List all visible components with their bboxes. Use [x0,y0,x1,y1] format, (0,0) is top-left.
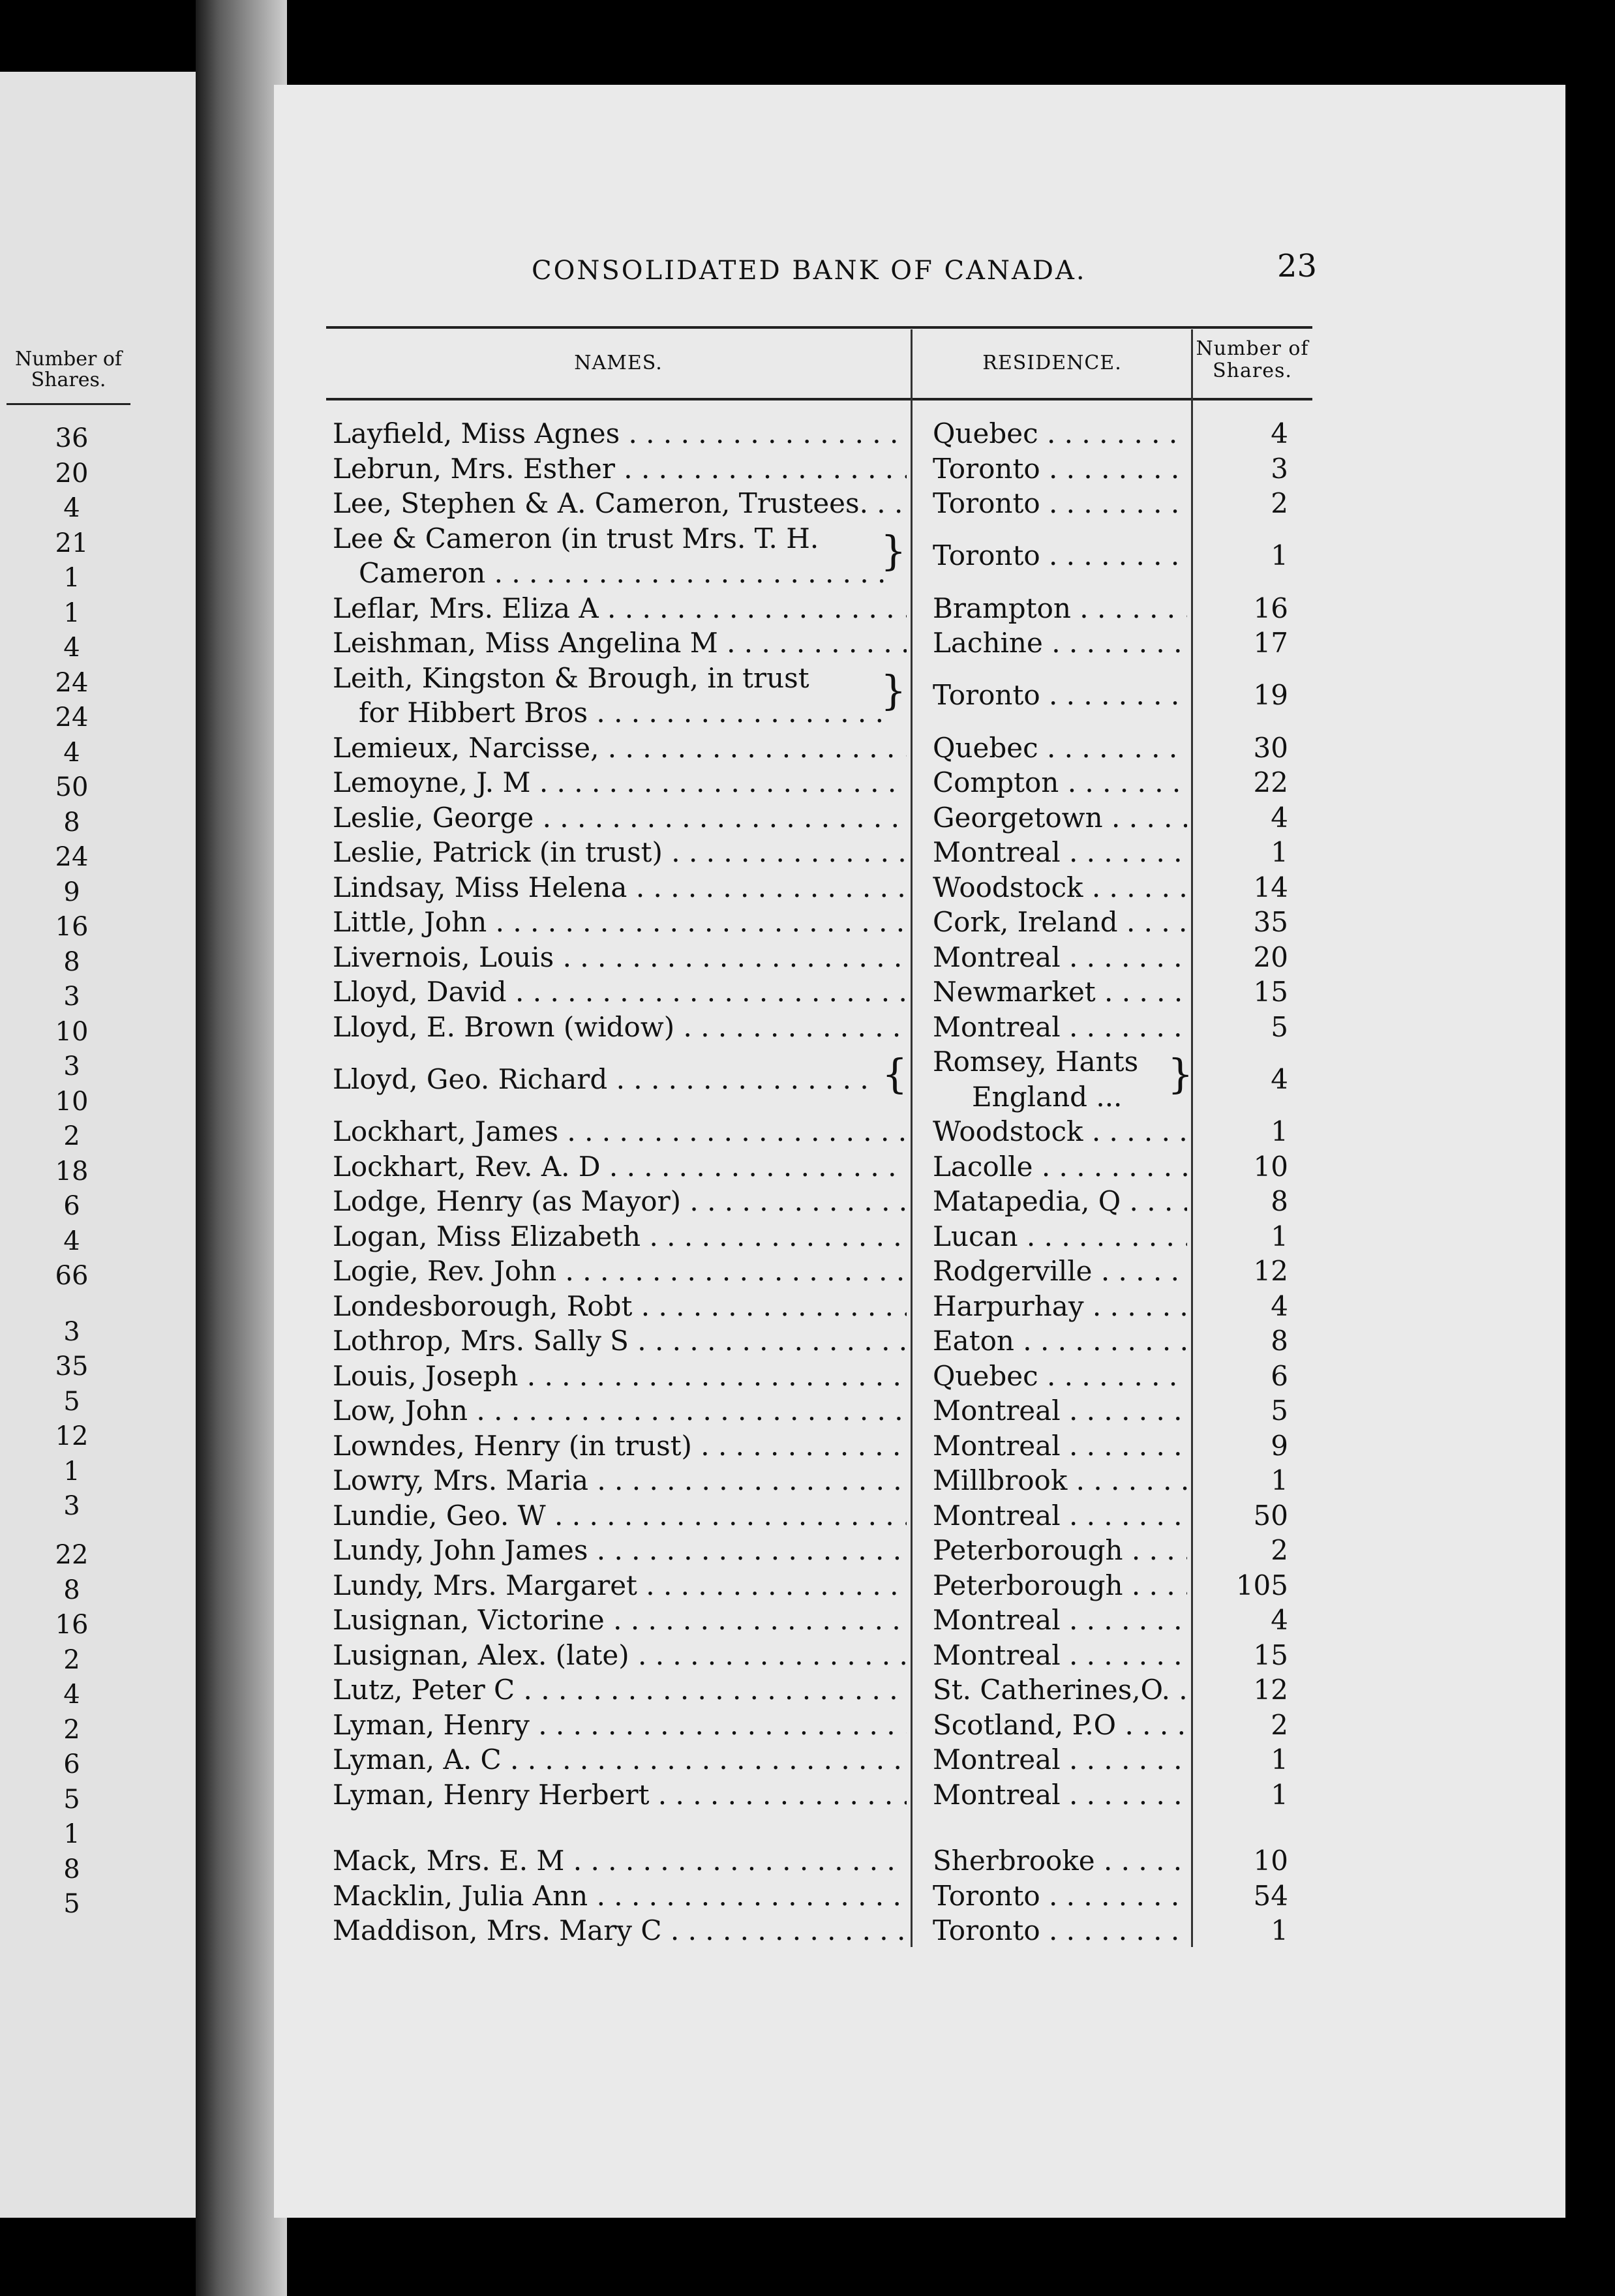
left-share-value: 6 [63,1749,80,1779]
shareholder-residence-continued: England ... [972,1080,1123,1113]
left-column-header: Number of Shares. [14,348,123,391]
shareholder-name: Lockhart, Rev. A. D . . . [333,1151,907,1183]
shareholder-shares: 1 [1271,1914,1288,1947]
left-share-value: 4 [63,1680,80,1710]
shareholder-residence: Georgetown . . . [933,802,1187,834]
shareholder-name: Leslie, Patrick (in trust) . . . [333,836,907,869]
shareholder-shares: 3 [1271,452,1288,485]
shareholder-name: Lockhart, James . . . [333,1115,907,1148]
shareholder-shares: 1 [1271,1778,1288,1811]
left-share-value: 8 [63,807,80,838]
shareholder-residence: Rodgerville . . . [933,1255,1187,1288]
shareholder-shares: 1 [1271,539,1288,572]
shareholder-shares: 8 [1271,1185,1288,1217]
shares-column-header: Number of Shares. [1196,337,1309,382]
shareholder-name: Mack, Mrs. E. M . . . [333,1845,907,1877]
shareholder-shares: 2 [1271,1534,1288,1566]
shareholder-shares: 14 [1253,871,1288,903]
shareholder-residence: Toronto . . . [933,453,1187,485]
left-share-value: 4 [63,493,80,523]
left-share-value: 1 [63,563,80,593]
shareholder-name: Lusignan, Victorine . . . [333,1604,907,1637]
shareholder-shares: 12 [1253,1674,1288,1706]
left-share-value: 8 [63,946,80,977]
shareholder-residence: Romsey, Hants [933,1046,1139,1078]
left-share-value: 12 [55,1421,89,1452]
shareholder-residence: Lacolle . . . [933,1151,1187,1183]
shareholder-residence: Montreal . . . [933,1430,1187,1462]
left-share-value: 16 [55,912,89,942]
shareholder-name: Lowndes, Henry (in trust) . . . [333,1430,907,1462]
shareholder-shares: 19 [1253,679,1288,712]
shareholder-shares: 6 [1271,1359,1288,1392]
top-rule [326,326,1312,329]
shareholder-shares: 8 [1271,1325,1288,1357]
left-share-value: 6 [63,1191,80,1221]
shareholder-residence: Montreal . . . [933,836,1187,869]
shareholder-name: Maddison, Mrs. Mary C . . . [333,1914,907,1947]
shareholder-shares: 10 [1253,1150,1288,1183]
shareholder-name: Logan, Miss Elizabeth . . . [333,1220,907,1253]
shareholder-name: Lundie, Geo. W . . . [333,1500,907,1532]
shareholder-shares: 35 [1253,906,1288,938]
shareholder-residence: Montreal . . . [933,1604,1187,1637]
shareholder-name: Leflar, Mrs. Eliza A . . . [333,592,907,625]
shareholder-shares: 2 [1271,487,1288,519]
left-share-value: 10 [55,1016,89,1047]
shareholder-residence: Toronto . . . [933,539,1187,572]
shareholder-residence: St. Catherines,O. . . . [933,1674,1187,1706]
shareholder-name: Lundy, John James . . . [333,1534,907,1567]
shareholder-name: Layfield, Miss Agnes . . . [333,417,907,450]
shareholder-shares: 9 [1271,1429,1288,1462]
left-share-value: 18 [55,1156,89,1186]
page-title: CONSOLIDATED BANK OF CANADA. [532,256,1087,286]
shareholder-residence: Millbrook . . . [933,1464,1187,1497]
shareholder-residence: Quebec . . . [933,732,1187,764]
left-share-value: 8 [63,1575,80,1605]
shareholder-residence: Cork, Ireland . . . [933,906,1187,939]
page-number: 23 [1277,248,1318,284]
shareholder-name: Lodge, Henry (as Mayor) . . . [333,1185,907,1218]
left-share-value: 4 [63,1226,80,1256]
shareholder-shares: 105 [1235,1569,1288,1601]
shareholder-residence: Quebec . . . [933,1360,1187,1393]
shareholder-name: Lutz, Peter C . . . [333,1674,907,1706]
shareholder-shares: 5 [1271,1395,1288,1427]
shareholder-residence: Lachine . . . [933,627,1187,659]
shareholder-residence: Toronto . . . [933,487,1187,520]
left-share-value: 10 [55,1086,89,1117]
left-share-value: 20 [55,458,89,489]
shareholder-shares: 12 [1253,1255,1288,1287]
shareholder-name: Lusignan, Alex. (late) . . . [333,1639,907,1672]
shareholder-residence: Toronto . . . [933,1914,1187,1947]
residence-brace-right: } [1168,1050,1194,1098]
shareholder-shares: 30 [1253,731,1288,764]
shareholder-shares: 4 [1271,801,1288,834]
shareholder-residence: Woodstock . . . [933,1115,1187,1148]
left-share-value: 3 [63,1051,80,1081]
left-share-value: 24 [55,842,89,872]
shareholder-residence: Montreal . . . [933,1639,1187,1672]
shareholder-name: Louis, Joseph . . . [333,1360,907,1393]
shareholder-shares: 4 [1271,1604,1288,1636]
shareholder-residence: Toronto . . . [933,679,1187,712]
name-brace: } [881,526,907,575]
shareholder-name: Leishman, Miss Angelina M . . . [333,627,907,659]
left-share-value: 50 [55,772,89,802]
shareholder-name: Lloyd, David . . . [333,976,907,1008]
left-share-value: 21 [55,528,89,558]
shareholder-residence: Peterborough . . . [933,1534,1187,1567]
shareholder-residence: Brampton . . . [933,592,1187,625]
left-header-rule [7,403,130,405]
shareholder-shares: 22 [1253,766,1288,798]
shareholder-shares: 10 [1253,1845,1288,1877]
shareholder-shares: 4 [1271,1063,1288,1095]
left-share-value: 16 [55,1610,89,1640]
binding-gutter [196,0,287,2296]
header-bottom-rule [326,398,1312,400]
shareholder-shares: 1 [1271,1464,1288,1496]
left-share-value: 1 [63,1819,80,1849]
left-share-value: 5 [63,1784,80,1815]
shareholder-shares: 20 [1253,941,1288,973]
shareholder-name: Lowry, Mrs. Maria . . . [333,1464,907,1497]
shareholder-residence: Montreal . . . [933,1779,1187,1811]
shareholder-name: Lemoyne, J. M . . . [333,766,907,799]
shareholder-shares: 1 [1271,1744,1288,1775]
shareholder-shares: 4 [1271,1290,1288,1322]
left-share-value: 3 [63,1491,80,1522]
shareholder-residence: Eaton . . . [933,1325,1187,1357]
shareholder-residence: Woodstock . . . [933,871,1187,904]
left-share-value: 4 [63,737,80,768]
shareholder-name: Lloyd, E. Brown (widow) . . . [333,1011,907,1044]
left-share-value: 2 [63,1644,80,1675]
shareholder-residence: Harpurhay . . . [933,1290,1187,1323]
shareholder-residence: Quebec . . . [933,417,1187,450]
shareholder-name: Lindsay, Miss Helena . . . [333,871,907,904]
shareholder-name: Lemieux, Narcisse, . . . [333,732,907,764]
shareholder-residence: Sherbrooke . . . [933,1845,1187,1877]
shareholder-name: Lyman, A. C . . . [333,1744,907,1776]
names-column-header: NAMES. [574,352,663,374]
shareholder-shares: 17 [1253,627,1288,659]
shareholder-residence: Matapedia, Q . . . [933,1185,1187,1218]
left-share-value: 8 [63,1854,80,1884]
shareholder-name: Lundy, Mrs. Margaret . . . [333,1569,907,1602]
shareholder-shares: 1 [1271,1220,1288,1252]
shareholder-name: Lyman, Henry Herbert . . . [333,1779,907,1811]
shareholder-residence: Newmarket . . . [933,976,1187,1008]
shareholder-shares: 16 [1253,592,1288,624]
shareholder-shares: 4 [1271,417,1288,449]
left-share-value: 24 [55,702,89,733]
left-share-value: 1 [63,1456,80,1487]
left-share-value: 3 [63,1316,80,1347]
left-share-value: 22 [55,1540,89,1570]
names-residence-divider [911,329,913,1947]
shareholder-name: Little, John . . . [333,906,907,939]
shareholder-shares: 54 [1253,1879,1288,1912]
left-share-value: 24 [55,667,89,698]
shareholder-name: Logie, Rev. John . . . [333,1255,907,1288]
shareholder-name: Lee & Cameron (in trust Mrs. T. H. [333,522,819,554]
left-share-value: 3 [63,982,80,1012]
shareholder-shares: 5 [1271,1010,1288,1043]
left-share-value: 1 [63,597,80,628]
residence-shares-divider [1191,329,1193,1947]
shareholder-shares: 50 [1253,1499,1288,1532]
shareholder-shares: 15 [1253,976,1288,1008]
residence-brace-left: { [882,1050,908,1098]
shareholder-residence: Montreal . . . [933,1011,1187,1044]
shareholder-residence: Montreal . . . [933,1395,1187,1427]
shareholder-name: Lloyd, Geo. Richard . . . [333,1063,874,1096]
shareholder-shares: 1 [1271,1115,1288,1147]
shareholder-name-continued: for Hibbert Bros . . . [359,697,887,729]
left-share-value: 2 [63,1121,80,1151]
shareholder-name: Lyman, Henry . . . [333,1709,907,1742]
left-share-value: 5 [63,1386,80,1417]
left-share-value: 9 [63,877,80,907]
shareholder-name: Low, John . . . [333,1395,907,1427]
shareholder-residence: Scotland, P.O . . . [933,1709,1187,1742]
residence-column-header: RESIDENCE. [982,352,1122,374]
left-share-value: 4 [63,633,80,663]
shareholder-name: Lebrun, Mrs. Esther . . . [333,453,907,485]
shareholder-name: Lothrop, Mrs. Sally S . . . [333,1325,907,1357]
shareholder-name: Lee, Stephen & A. Cameron, Trustees. . . . [333,487,907,520]
shareholder-residence: Lucan . . . [933,1220,1187,1253]
shareholder-name: Londesborough, Robt . . . [333,1290,907,1323]
left-share-value: 35 [55,1352,89,1382]
shareholder-shares: 2 [1271,1708,1288,1741]
shareholder-residence: Toronto . . . [933,1880,1187,1912]
shareholder-name: Livernois, Louis . . . [333,941,907,974]
shareholder-shares: 15 [1253,1639,1288,1671]
shareholder-residence: Montreal . . . [933,1744,1187,1776]
shareholder-name: Leslie, George . . . [333,802,907,834]
shareholder-residence: Montreal . . . [933,1500,1187,1532]
shareholder-residence: Compton . . . [933,766,1187,799]
left-share-value: 2 [63,1714,80,1745]
name-brace: } [881,666,907,714]
shareholder-shares: 1 [1271,836,1288,868]
left-share-value: 66 [55,1261,89,1291]
left-share-value: 36 [55,423,89,453]
left-share-value: 5 [63,1889,80,1919]
shareholder-name-continued: Cameron . . . [359,557,887,590]
shareholder-name: Leith, Kingston & Brough, in trust [333,661,809,694]
shareholder-name: Macklin, Julia Ann . . . [333,1880,907,1912]
shareholder-residence: Peterborough . . . [933,1569,1187,1602]
shareholder-residence: Montreal . . . [933,941,1187,974]
